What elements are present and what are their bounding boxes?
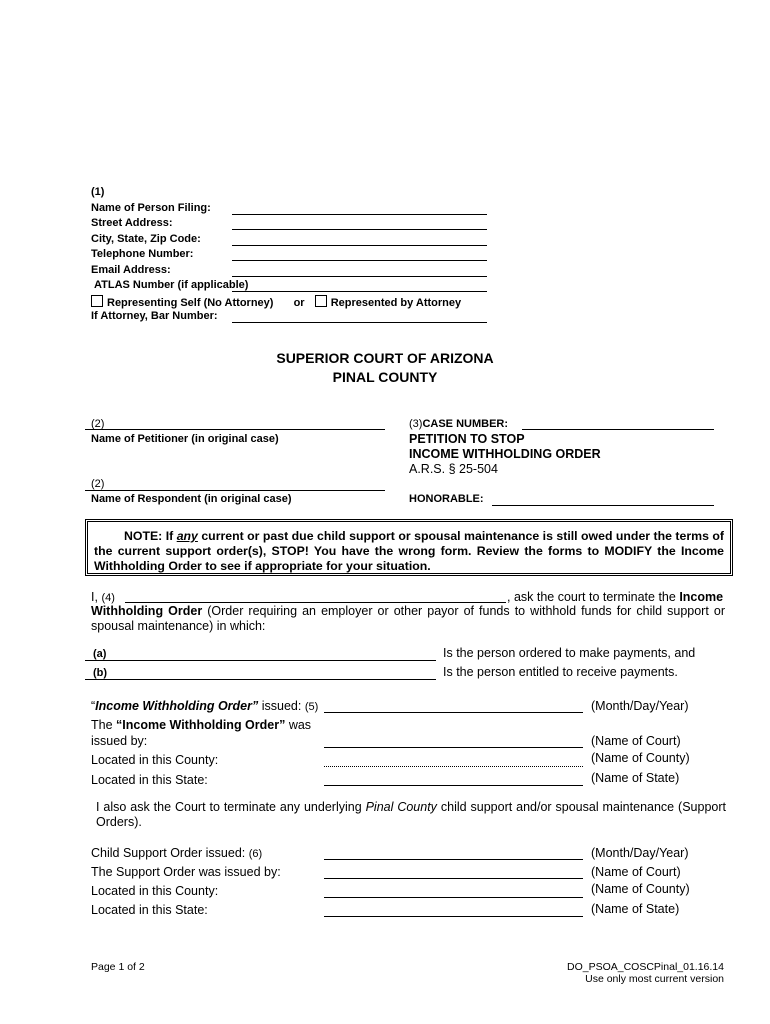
case-number-row — [409, 418, 508, 430]
request-bold-income: Income — [679, 590, 724, 604]
party-b-line[interactable] — [85, 679, 436, 680]
represented-by-attorney-checkbox[interactable] — [315, 295, 327, 307]
name-of-person-filing-label: Name of Person Filing: — [91, 202, 211, 214]
request-bold-withholding-order: Withholding Order — [91, 604, 203, 618]
iwo-issued-hint: (Month/Day/Year) — [591, 699, 689, 713]
support-court-line[interactable] — [324, 878, 583, 879]
iwo-county-line[interactable] — [324, 766, 583, 767]
party-a-line[interactable] — [85, 660, 436, 661]
petition-title-line2: INCOME WITHHOLDING ORDER — [409, 447, 601, 461]
request-i-row — [91, 590, 115, 604]
telephone-number-line[interactable] — [232, 260, 487, 261]
atlas-number-label: ATLAS Number (if applicable) — [94, 279, 249, 291]
telephone-number-label: Telephone Number: — [91, 248, 194, 260]
petitioner-full-name-line[interactable] — [125, 602, 506, 603]
case-number-line[interactable] — [522, 429, 714, 430]
form-code: DO_PSOA_COSCPinal_01.16.14 — [566, 961, 724, 973]
support-county-hint: (Name of County) — [591, 882, 690, 896]
filer-number: (1) — [91, 186, 105, 198]
iwo-issued-label: “Income Withholding Order” issued: (5) — [91, 699, 319, 713]
or-label: or — [293, 297, 305, 309]
iwo-issued-date-line[interactable] — [324, 712, 583, 713]
support-issued-hint: (Month/Day/Year) — [591, 846, 689, 860]
support-state-label: Located in this State: — [91, 903, 208, 917]
bar-number-line[interactable] — [232, 322, 487, 323]
iwo-issued-by-label-line1: The “Income Withholding Order” was — [91, 718, 312, 732]
iwo-court-hint: (Name of Court) — [591, 734, 681, 748]
email-address-label: Email Address: — [91, 264, 171, 276]
support-issued-number: (6) — [248, 848, 263, 860]
city-state-zip-line[interactable] — [232, 245, 487, 246]
case-number-label: CASE NUMBER: — [422, 418, 509, 430]
request-paragraph: Withholding Order (Order requiring an employer or other payor of funds to withhold funds for child support or spousal maintenance) in which: — [91, 604, 725, 633]
warning-note-text: NOTE: If any current or past due child support or spousal maintenance is still owed under the terms of the current support order(s), STOP! You have the wrong form. Review the forms to MODIFY the Income Withholding Order to see if appropriate for your situation. — [94, 529, 724, 573]
petitioner-number: (2) — [91, 418, 105, 430]
support-state-line[interactable] — [324, 916, 583, 917]
petitioner-name-line[interactable] — [85, 429, 385, 430]
court-name: SUPERIOR COURT OF ARIZONA — [276, 350, 494, 366]
request-i: I, — [91, 590, 98, 604]
iwo-state-hint: (Name of State) — [591, 771, 680, 785]
name-of-person-filing-line[interactable] — [232, 214, 487, 215]
version-notice: Use only most current version — [585, 973, 724, 985]
respondent-name-line[interactable] — [85, 490, 385, 491]
respondent-number: (2) — [91, 478, 105, 490]
street-address-label: Street Address: — [91, 217, 173, 229]
represented-by-attorney-label: Represented by Attorney — [330, 297, 462, 309]
iwo-court-line[interactable] — [324, 747, 583, 748]
party-a-label: (a) — [93, 648, 107, 660]
email-address-line[interactable] — [232, 276, 487, 277]
page-number: Page 1 of 2 — [91, 961, 145, 973]
support-county-line[interactable] — [324, 897, 583, 898]
city-state-zip-label: City, State, Zip Code: — [91, 233, 201, 245]
request-number: (4) — [101, 592, 115, 604]
warning-note-box — [85, 519, 733, 576]
party-a-description: Is the person ordered to make payments, and — [443, 646, 696, 660]
underlying-county: Pinal County — [365, 800, 437, 814]
warning-note-emphasis: any — [176, 529, 198, 543]
county-name: PINAL COUNTY — [332, 369, 438, 385]
bar-number-label: If Attorney, Bar Number: — [91, 310, 218, 322]
iwo-county-hint: (Name of County) — [591, 751, 690, 765]
atlas-number-line[interactable] — [232, 291, 487, 292]
iwo-issued-by-label-line2: issued by: — [91, 734, 148, 748]
petitioner-label: Name of Petitioner (in original case) — [91, 433, 279, 445]
honorable-label: HONORABLE: — [409, 493, 484, 505]
iwo-county-label: Located in this County: — [91, 753, 219, 767]
iwo-state-line[interactable] — [324, 785, 583, 786]
street-address-line[interactable] — [232, 229, 487, 230]
party-b-label: (b) — [93, 667, 108, 679]
representing-self-checkbox[interactable] — [91, 295, 103, 307]
honorable-line[interactable] — [492, 505, 714, 506]
party-b-description: Is the person entitled to receive payments. — [443, 665, 678, 679]
support-court-hint: (Name of Court) — [591, 865, 681, 879]
support-county-label: Located in this County: — [91, 884, 219, 898]
support-issued-label: Child Support Order issued: (6) — [91, 846, 263, 860]
respondent-label: Name of Respondent (in original case) — [91, 493, 292, 505]
iwo-state-label: Located in this State: — [91, 773, 208, 787]
support-issued-date-line[interactable] — [324, 859, 583, 860]
iwo-issued-number: (5) — [304, 701, 319, 713]
petition-title-line1: PETITION TO STOP — [409, 432, 525, 446]
case-number-prefix: (3) — [409, 418, 423, 430]
request-tail: , ask the court to terminate the Income — [507, 590, 724, 604]
support-issued-by-label: The Support Order was issued by: — [91, 865, 281, 879]
representation-row — [91, 295, 461, 309]
support-state-hint: (Name of State) — [591, 902, 680, 916]
statute-reference: A.R.S. § 25-504 — [409, 462, 498, 476]
underlying-orders-paragraph: I also ask the Court to terminate any underlying Pinal County child support and/or spousal maintenance (Support Orders). — [96, 800, 727, 829]
representing-self-label: Representing Self (No Attorney) — [107, 297, 274, 309]
